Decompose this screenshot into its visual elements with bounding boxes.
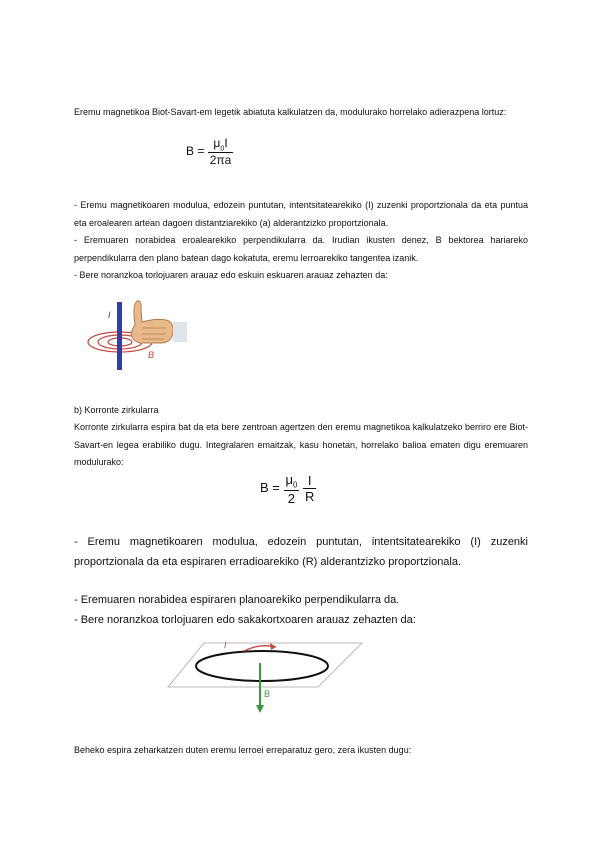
- section-b-paragraph: Korronte zirkularra espira bat da eta bere zentroan agertzen den eremu magnetikoa kalkulatzeko berriro ere Biot-Savart-en legea erabiliko dugu. Integralaren emaitzak, kasu honetan, horrelako balioa ematen digu eremuaren modulurako:: [74, 422, 528, 467]
- formula2-denominator-2: 2: [287, 490, 296, 506]
- formula-denominator: 2πa: [209, 153, 232, 168]
- current-symbol-2: I: [303, 473, 316, 489]
- formula-fraction: [208, 136, 234, 167]
- formula2-lhs: B =: [260, 480, 280, 496]
- mu-subscript: 0: [220, 143, 225, 153]
- field-arrowhead: [256, 705, 264, 713]
- section-b-heading: b) Korronte zirkularra: [74, 405, 159, 415]
- formula2-fraction-mu: [284, 472, 300, 506]
- bullet-modulus-loop: - Eremu magnetikoaren modulua, edozein puntutan, intentsitatearekiko (I) zuzenki proportzionala da eta espiraren erradioarekiko (R) alderantzizko proportzionala.: [74, 536, 528, 568]
- hand-icon: [131, 301, 187, 343]
- bullet-sense-wire: - Bere noranzkoa torlojuaren arauaz edo eskuin eskuaren arauaz zehazten da:: [74, 270, 388, 280]
- mu-symbol-2: μ: [285, 472, 293, 487]
- figure1-label-I: I: [108, 310, 111, 320]
- current-arrowhead: [270, 643, 276, 650]
- bullet-modulus-wire: - Eremu magnetikoaren modulua, edozein puntutan, intentsitatearekiko (I) zuzenki proportzionala da eta puntua eta eroalearen artean dagoen distantziarekiko (a) alderantzizko proportzionala.: [74, 200, 528, 228]
- mu-subscript-2: 0: [293, 480, 298, 490]
- mu-symbol: μ: [213, 136, 221, 150]
- circular-loop-figure: [166, 635, 366, 717]
- figure2-label-I: I: [224, 640, 227, 650]
- formula-circular-loop: [260, 472, 316, 506]
- current-loop: [196, 651, 328, 681]
- formula-straight-wire: [186, 136, 233, 167]
- right-hand-rule-figure: [80, 298, 190, 374]
- formula2-fraction-ir: [303, 473, 316, 504]
- wire: [117, 302, 122, 370]
- figure1-label-B: B: [148, 350, 155, 360]
- intro-paragraph: Eremu magnetikoa Biot-Savart-em legetik abiatuta kalkulatzen da, modulurako horrelako adierazpena lortuz:: [74, 107, 507, 117]
- current-symbol: I: [224, 136, 228, 150]
- formula-lhs: B =: [186, 143, 205, 158]
- bullet-sense-loop: - Bere noranzkoa torlojuaren edo sakakortxoaren arauaz zehazten da:: [74, 614, 416, 626]
- radius-symbol: R: [304, 489, 315, 505]
- bullet-direction-loop: - Eremuaren norabidea espiraren planoarekiko perpendikularra da.: [74, 594, 400, 606]
- figure2-label-B: B: [264, 689, 271, 699]
- bullet-direction-wire: - Eremuaren norabidea eroalearekiko perpendikularra da. Irudian ikusten denez, B bektorea hariareko perpendikularra den plano batean dago kokatuta, eremu lerroarekiko tangentea izanik.: [74, 235, 528, 263]
- closing-paragraph: Beheko espira zeharkatzen duten eremu lerroei erreparatuz gero, zera ikusten dugu:: [74, 745, 412, 755]
